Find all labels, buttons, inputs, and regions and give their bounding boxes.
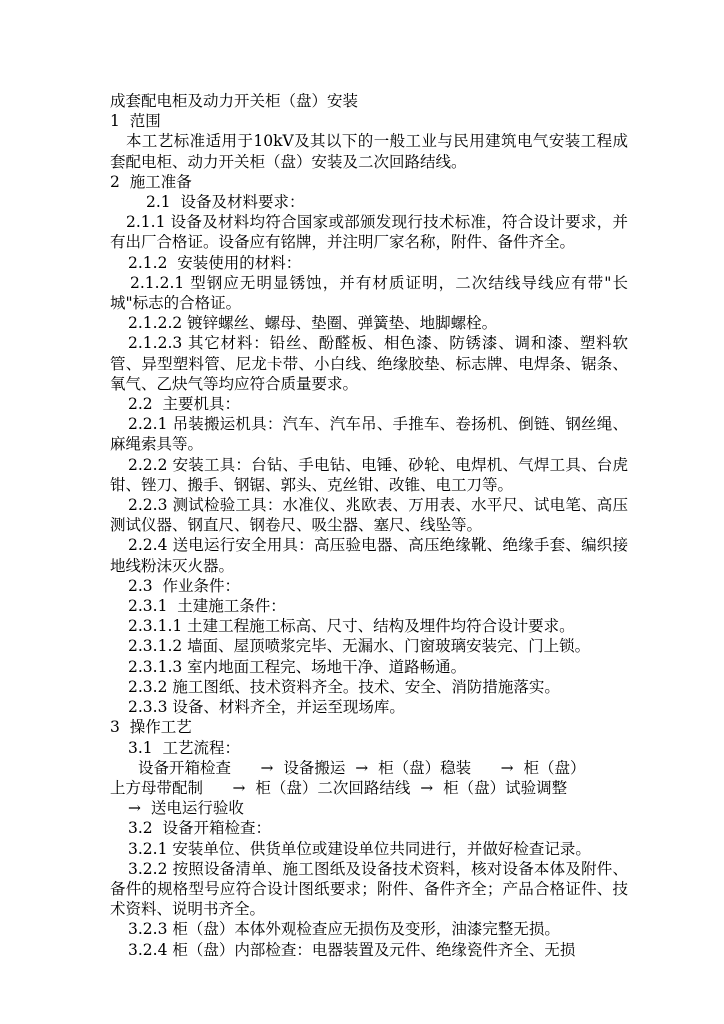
paragraph: 2.2.4 送电运行安全用具：高压验电器、高压绝缘靴、绝缘手套、编织接地线粉沫灭火器。 (110, 536, 628, 575)
subsection-heading: 2.1 设备及材料要求： (146, 193, 305, 212)
paragraph: 3.2.3 柜（盘）本体外观检查应无损伤及变形，油漆完整无损。 (128, 920, 560, 939)
paragraph: 2.3.1.2 墙面、屋顶喷浆完毕、无漏水、门窗玻璃安装完、门上锁。 (128, 637, 591, 656)
section-heading: 1 范围 (110, 112, 161, 131)
paragraph: 2.1.2.2 镀锌螺丝、螺母、垫圈、弹簧垫、地脚螺栓。 (128, 314, 498, 333)
subsection-heading: 3.2 设备开箱检查： (128, 819, 272, 838)
process-flow-line-3: → 送电运行验收 (128, 799, 244, 818)
paragraph: 2.2.1 吊装搬运机具：汽车、汽车吊、手推车、卷扬机、倒链、钢丝绳、麻绳索具等。 (110, 415, 628, 454)
paragraph: 2.3.2 施工图纸、技术资料齐全。技术、安全、消防措施落实。 (128, 677, 560, 696)
paragraph: 3.2.4 柜（盘）内部检查：电器装置及元件、绝缘瓷件齐全、无损 (128, 940, 576, 959)
paragraph: 2.3.1.1 土建工程施工标高、尺寸、结构及埋件均符合设计要求。 (128, 617, 575, 636)
paragraph: 3.2.2 按照设备清单、施工图纸及设备技术资料，核对设备本体及附件、备件的规格型号应符合设计图纸要求；附件、备件齐全；产品合格证件、技术资料、说明书齐全。 (110, 859, 628, 919)
paragraph: 3.2.1 安装单位、供货单位或建设单位共同进行，并做好检查记录。 (128, 839, 591, 858)
subsection-heading: 2.3.1 土建施工条件： (128, 597, 286, 616)
paragraph: 2.2.3 测试检验工具：水准仪、兆欧表、万用表、水平尺、试电笔、高压测试仪器、钢直尺、钢卷尺、吸尘器、塞尺、线坠等。 (110, 496, 628, 535)
process-flow-line-1: 设备开箱检查 → 设备搬运 → 柜（盘）稳装 → 柜（盘） (138, 758, 586, 777)
paragraph: 2.3.1.3 室内地面工程完、场地干净、道路畅通。 (128, 657, 467, 676)
subsection-heading: 3.1 工艺流程： (128, 738, 241, 757)
document-title: 成套配电柜及动力开关柜（盘）安装 (110, 92, 359, 110)
subsection-heading: 2.2 主要机具： (128, 395, 241, 414)
document-body (110, 91, 628, 960)
section-heading: 3 操作工艺 (110, 718, 192, 737)
subsection-heading: 2.3 作业条件： (128, 576, 241, 595)
paragraph: 2.3.3 设备、材料齐全，并运至现场库。 (128, 698, 405, 717)
subsection-heading: 2.1.2 安装使用的材料： (128, 253, 302, 272)
paragraph: 2.2.2 安装工具：台钻、手电钻、电锤、砂轮、电焊机、气焊工具、台虎钳、锉刀、搬手、钢锯、郭头、克丝钳、改锥、电工刀等。 (110, 455, 628, 494)
paragraph: 2.1.1 设备及材料均符合国家或部颁发现行技术标准，符合设计要求，并有出厂合格证。设备应有铭牌，并注明厂家名称，附件、备件齐全。 (110, 213, 628, 252)
paragraph: 本工艺标准适用于10kV及其以下的一般工业与民用建筑电气安装工程成套配电柜、动力开关柜（盘）安装及二次回路结线。 (110, 132, 628, 171)
paragraph: 2.1.2.3 其它材料：铅丝、酚醛板、相色漆、防锈漆、调和漆、塑料软管、异型塑料管、尼龙卡带、小白线、绝缘胶垫、标志牌、电焊条、锯条、氧气、乙炔气等均应符合质量要求。 (110, 334, 628, 393)
paragraph: 2.1.2.1 型钢应无明显锈蚀，并有材质证明，二次结线导线应有带"长城"标志的合格证。 (110, 273, 628, 313)
process-flow-line-2: 上方母带配制 → 柜（盘）二次回路结线 → 柜（盘）试验调整 (110, 778, 568, 797)
section-heading: 2 施工准备 (110, 172, 192, 191)
